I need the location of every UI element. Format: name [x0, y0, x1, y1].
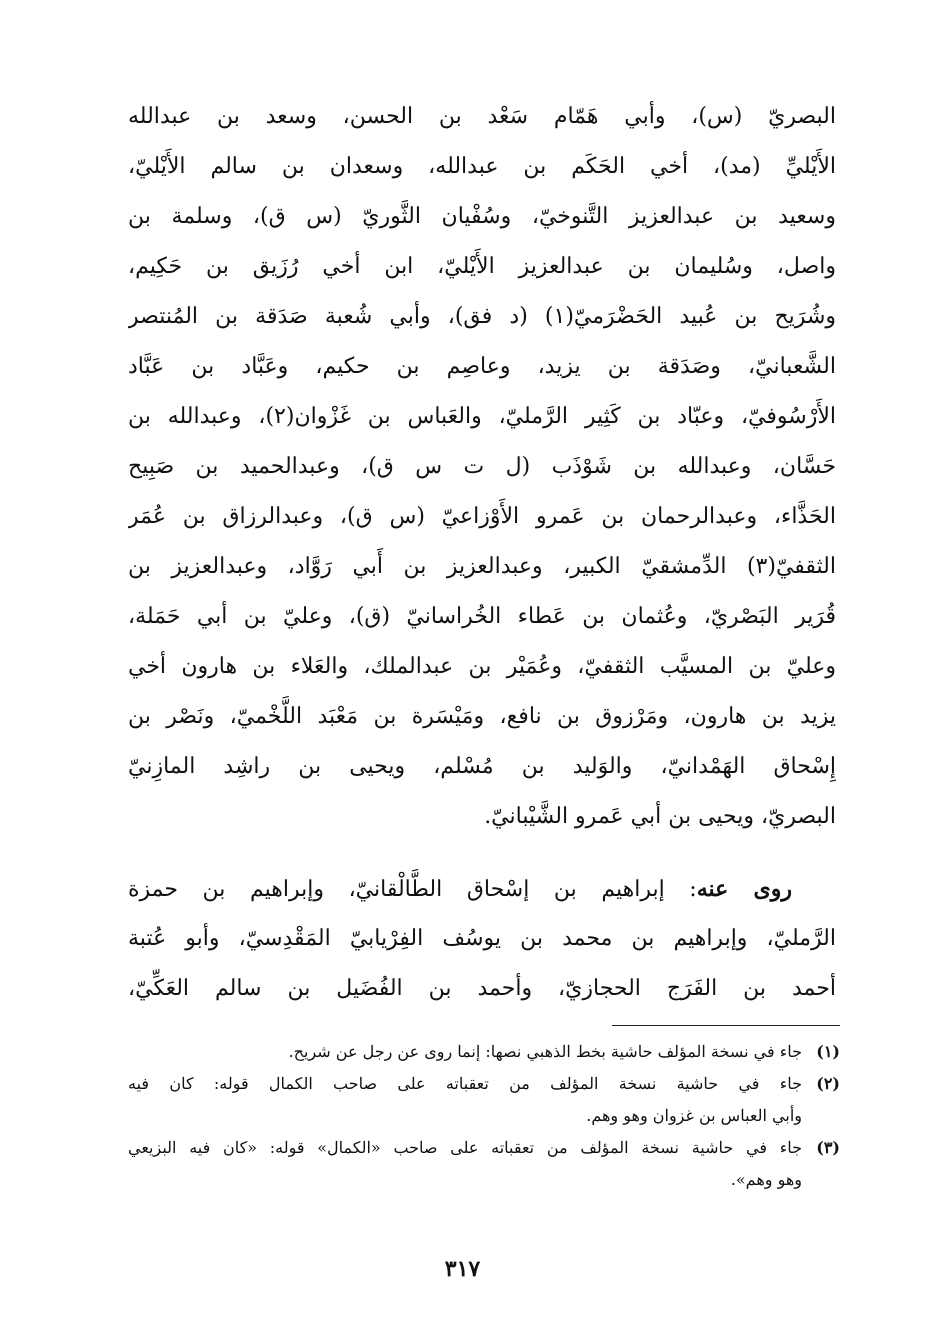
footnote-1 [128, 1036, 840, 1068]
paragraph-gap [128, 842, 836, 864]
page-number: ٣١٧ [444, 1256, 481, 1282]
footnote-3 [128, 1132, 840, 1196]
text-line: البصريّ (س)، وأبي هَمّام سَعْد بن الحسن، وسعد بن عبدالله [128, 104, 836, 129]
footnote-text: جاء في نسخة المؤلف حاشية بخط الذهبي نصها: إنما روى عن رجل عن شريح. [288, 1042, 802, 1061]
footnote-continuation: وأبي العباس بن غزوان وهو وهم. [586, 1106, 802, 1125]
footnote-text: جاء في حاشية نسخة المؤلف من تعقباته على صاحب الكمال قوله: كان فيه [128, 1074, 802, 1093]
text-line: واصل، وسُليمان بن عبدالعزيز الأَيْليّ، ابن أخي رُزَيق بن حَكِيم، [128, 254, 836, 279]
footnote-number: (٢) [816, 1074, 840, 1093]
footnote-line [128, 1036, 840, 1068]
text-line-with-label [128, 864, 836, 914]
footnote-continuation: وهو وهم». [730, 1170, 802, 1189]
text-line: قُرَير البَصْريّ، وعُثمان بن عَطاء الخُراسانيّ (ق)، وعليّ بن أبي حَمَلة، [128, 604, 836, 629]
text-line: الرَّمليّ، وإبراهيم بن محمد بن يوسُف الفِرْيابيّ المَقْدِسيّ، وأبو عُتبة [128, 926, 836, 951]
text-line: وشُرَيح بن عُبيد الحَضْرَميّ(١) (د فق)، وأبي شُعبة صَدَقة بن المُنتصر [128, 304, 836, 329]
main-text [128, 92, 836, 1014]
footnote-line [128, 1132, 840, 1164]
text-line: وسعيد بن عبدالعزيز التَّنوخيّ، وسُفْيان الثَّوريّ (س ق)، وسلمة بن [128, 204, 836, 229]
text-line: الأَرْسُوفيّ، وعبّاد بن كَثِير الرَّمليّ، والعَباس بن غَزْوان(٢)، وعبدالله بن [128, 404, 836, 429]
text-line: حَسَّان، وعبدالله بن شَوْذَب (ل ت س ق)، وعبدالحميد بن صَبِيح [128, 454, 836, 479]
footnote-2 [128, 1068, 840, 1132]
text-line: يزيد بن هارون، ومَرْزوق بن نافع، ومَيْسَرة بن مَعْبَد اللَّخْميّ، ونَصْر بن [128, 704, 836, 729]
footnote-line [128, 1068, 840, 1100]
text-line: الشَّعبانيّ، وصَدَقة بن يزيد، وعاصِم بن حكيم، وعَبَّاد بن عَبَّاد [128, 354, 836, 379]
text-line: أحمد بن الفَرَج الحجازيّ، وأحمد بن الفُضَيل بن سالم العَكِّيّ، [128, 976, 836, 1001]
narrators-label: روى عنه [696, 876, 792, 902]
footnotes [128, 1036, 840, 1196]
text-span: : إبراهيم بن إسْحاق الطَّالْقانيّ، وإبراهيم بن حمزة [128, 877, 697, 902]
footnote-divider [612, 1025, 840, 1026]
text-line: إِسْحاق الهَمْدانيّ، والوَليد بن مُسْلم، ويحيى بن راشِد المازِنيّ [128, 754, 836, 779]
text-line: البصريّ، ويحيى بن أبي عَمرو الشَّيْبانيّ. [484, 804, 836, 829]
text-line: الأَيْليِّ (مد)، أخي الحَكَم بن عبدالله، وسعدان بن سالم الأَيْليّ، [128, 154, 836, 179]
footnote-number: (١) [816, 1042, 840, 1061]
text-line: وعليّ بن المسيَّب الثقفيّ، وعُمَيْر بن عبدالملك، والعَلاء بن هارون أخي [128, 654, 836, 679]
footnote-number: (٣) [816, 1138, 840, 1157]
footnote-text: جاء في حاشية نسخة المؤلف من تعقباته على صاحب «الكمال» قوله: «كان فيه البزيعي [128, 1138, 802, 1157]
text-line: الحَذَّاء، وعبدالرحمان بن عَمرو الأَوْزاعيّ (س ق)، وعبدالرزاق بن عُمَر [128, 504, 836, 529]
text-line: الثقفيّ(٣) الدِّمشقيّ الكبير، وعبدالعزيز بن أَبي رَوَّاد، وعبدالعزيز بن [128, 554, 836, 579]
